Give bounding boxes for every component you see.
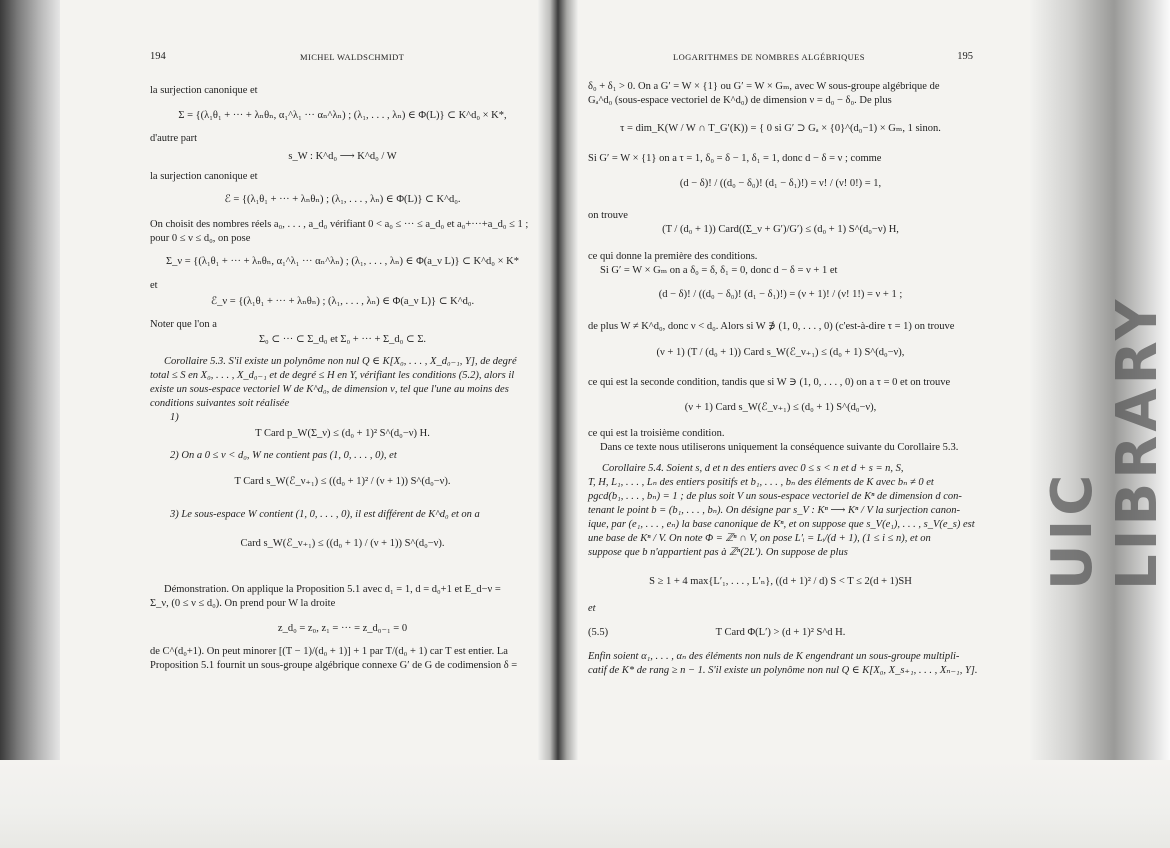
text-line: T, H, L₁, . . . , Lₙ des entiers positifs et b₁, . . . , bₙ des éléments de K avec bₙ ≠ 0 et: [588, 477, 934, 488]
condition-label: 1): [170, 412, 179, 423]
text-line: la surjection canonique et: [150, 171, 258, 182]
text-line: On choisit des nombres réels a₀, . . . , a_d₀ vérifiant 0 < a₀ ≤ ··· ≤ a_d₀ et a₀+···+a_d₀ ≤ 1 ;: [150, 219, 529, 230]
text-line: 2) On a 0 ≤ ν < d₀, W ne contient pas (1, 0, . . . , 0), et: [170, 450, 397, 461]
display-formula: S ≥ 1 + 4 max{L′₁, . . . , L′ₙ}, ((d + 1)² / d) S < T ≤ 2(d + 1)SH: [649, 576, 912, 587]
display-formula: (d − δ)! / ((d₀ − δ₀)! (d₁ − δ₁)!) = (ν + 1)! / (ν! 1!) = ν + 1 ;: [658, 289, 903, 300]
corollary-heading: Corollaire 5.3. S'il existe un polynôme non nul Q ∈ K[X₀, . . . , X_d₀₋₁, Y], de degré: [164, 356, 517, 367]
book-spine-gutter: [538, 0, 578, 848]
left-page-header: [150, 50, 535, 68]
bottom-page-shadow: [0, 760, 1170, 848]
text-line: Σ_ν, (0 ≤ ν ≤ d₀). On prend pour W la droite: [150, 598, 336, 609]
text-line: suppose que b n'appartient pas à ℤⁿ(2L′). On suppose de plus: [588, 547, 848, 558]
text-line: Noter que l'on a: [150, 319, 217, 330]
text-line: ce qui donne la première des conditions.: [588, 251, 758, 262]
display-formula: Σ_ν = {(λ₁θ₁ + ··· + λₙθₙ, α₁^λ₁ ··· αₙ^λₙ) ; (λ₁, . . . , λₙ) ∈ Φ(a_ν L)} ⊂ K^d₀ × K*: [166, 256, 519, 267]
text-line: conditions suivantes soit réalisée: [150, 398, 290, 409]
display-formula: (ν + 1) (T / (d₀ + 1)) Card s_W(ℰ_ν₊₁) ≤ (d₀ + 1) S^(d₀−ν),: [656, 347, 905, 358]
display-formula: (d − δ)! / ((d₀ − δ₀)! (d₁ − δ₁)!) = ν! / (ν! 0!) = 1,: [679, 178, 882, 189]
text-line: Enfin soient α₁, . . . , αₙ des éléments non nuls de K engendrant un sous-groupe multipli-: [588, 651, 960, 662]
display-formula: ℰ = {(λ₁θ₁ + ··· + λₙθₙ) ; (λ₁, . . . , λₙ) ∈ Φ(L)} ⊂ K^d₀.: [224, 194, 461, 205]
text-line: ce qui est la troisième condition.: [588, 428, 725, 439]
text-line: une base de Kⁿ / V. On note Φ = ℤⁿ ∩ V, on pose L′ᵢ = Lᵢ/(d + 1), (1 ≤ i ≤ n), et on: [588, 533, 931, 544]
display-formula: T Card Φ(L′) > (d + 1)² S^d H.: [715, 627, 846, 638]
text-line: tenant le point b = (b₁, . . . , bₙ). On désigne par s_V : Kⁿ ⟶ Kⁿ / V la surjection canon-: [588, 505, 960, 516]
text-line: Proposition 5.1 fournit un sous-groupe algébrique connexe G′ de G de codimension δ =: [150, 660, 518, 671]
display-formula: τ = dim_K(W / W ∩ T_G′(K)) = { 0 si G′ ⊃ Gₐ × {0}^(d₀−1) × Gₘ, 1 sinon.: [620, 123, 941, 134]
right-page-header: [588, 50, 973, 68]
text-line: pour 0 ≤ ν ≤ d₀, on pose: [150, 233, 251, 244]
text-line: existe un sous-espace vectoriel W de K^d₀, de dimension ν, tel que l'une au moins des: [150, 384, 509, 395]
display-formula: (T / (d₀ + 1)) Card((Σ_ν + G′)/G′) ≤ (d₀ + 1) S^(d₀−ν) H,: [662, 224, 899, 235]
page-number: 194: [150, 51, 166, 62]
text-line: Si G′ = W × Gₘ on a δ₀ = δ, δ₁ = 0, donc d − δ = ν + 1 et: [600, 265, 838, 276]
text-line: pgcd(b₁, . . . , bₙ) = 1 ; de plus soit V un sous-espace vectoriel de Kⁿ de dimension d con-: [588, 491, 962, 502]
text-line: on trouve: [588, 210, 628, 221]
text-line: d'autre part: [150, 133, 198, 144]
running-head: MICHEL WALDSCHMIDT: [300, 52, 405, 62]
text-line: total ≤ S en X₀, . . . , X_d₀₋₁ et de degré ≤ H en Y, vérifiant les conditions (5.2), alors il: [150, 370, 515, 381]
text-line: et: [150, 280, 158, 291]
display-formula: T Card s_W(ℰ_ν₊₁) ≤ ((d₀ + 1)² / (ν + 1)) S^(d₀−ν).: [234, 476, 451, 487]
display-formula: Σ = {(λ₁θ₁ + ··· + λₙθₙ, α₁^λ₁ ··· αₙ^λₙ) ; (λ₁, . . . , λₙ) ∈ Φ(L)} ⊂ K^d₀ × K*,: [178, 110, 507, 121]
display-formula: z_d₀ = z₀, z₁ = ··· = z_d₀₋₁ = 0: [277, 623, 408, 634]
right-page: [588, 50, 978, 676]
page-number: 195: [957, 51, 973, 62]
display-formula: (ν + 1) Card s_W(ℰ_ν₊₁) ≤ (d₀ + 1) S^(d₀−ν),: [684, 402, 877, 413]
library-stamp: UIC LIBRARY: [1040, 295, 1170, 590]
text-line: la surjection canonique et: [150, 85, 258, 96]
text-line: de C^(d₀+1). On peut minorer [(T − 1)/(d₀ + 1)] + 1 par T/(d₀ + 1) car T est entier. La: [150, 646, 508, 657]
text-line: ce qui est la seconde condition, tandis que si W ∋ (1, 0, . . . , 0) on a τ = 0 et on trouve: [588, 377, 951, 388]
text-line: de plus W ≠ K^d₀, donc ν < d₀. Alors si W ∌ (1, 0, . . . , 0) (c'est-à-dire τ = 1) on trouve: [588, 321, 955, 332]
text-line: ique, par (e₁, . . . , eₙ) la base canonique de Kⁿ, et on suppose que s_V(e₁), . . . , s_V(e_s) est: [588, 519, 975, 530]
display-formula: Card s_W(ℰ_ν₊₁) ≤ ((d₀ + 1) / (ν + 1)) S^(d₀−ν).: [240, 538, 445, 549]
corollary-heading: Corollaire 5.4. Soient s, d et n des entiers avec 0 ≤ s < n et d + s = n, S,: [602, 463, 904, 474]
running-head: LOGARITHMES DE NOMBRES ALGÉBRIQUES: [673, 52, 865, 62]
text-line: δ₀ + δ₁ > 0. On a G′ = W × {1} ou G′ = W × Gₘ, avec W sous-groupe algébrique de: [588, 81, 940, 92]
proof-heading: Démonstration. On applique la Proposition 5.1 avec d₁ = 1, d = d₀+1 et E_d−ν =: [164, 584, 501, 595]
text-line: Gₐ^d₀ (sous-espace vectoriel de K^d₀) de dimension ν = d₀ − δ₀. De plus: [588, 95, 892, 106]
left-page: [150, 50, 535, 671]
text-line: 3) Le sous-espace W contient (1, 0, . . . , 0), il est différent de K^d₀ et on a: [170, 509, 480, 520]
text-line: Si G′ = W × {1} on a τ = 1, δ₀ = δ − 1, δ₁ = 1, donc d − δ = ν ; comme: [588, 153, 882, 164]
equation-number: (5.5): [588, 627, 609, 638]
display-formula: s_W : K^d₀ ⟶ K^d₀ / W: [288, 151, 397, 162]
display-formula: T Card p_W(Σ_ν) ≤ (d₀ + 1)² S^(d₀−ν) H.: [255, 428, 430, 439]
text-line: Dans ce texte nous utiliserons uniquement la conséquence suivante du Corollaire 5.3.: [600, 442, 959, 453]
text-line: et: [588, 603, 596, 614]
display-formula: ℰ_ν = {(λ₁θ₁ + ··· + λₙθₙ) ; (λ₁, . . . , λₙ) ∈ Φ(a_ν L)} ⊂ K^d₀.: [210, 296, 475, 307]
text-line: catif de K* de rang ≥ n − 1. S'il existe un polynôme non nul Q ∈ K[X₀, X_s₊₁, . . . , Xₙ₋₁, Y].: [588, 665, 978, 676]
left-page-edge-shadow: [0, 0, 60, 848]
display-formula: Σ₀ ⊂ ··· ⊂ Σ_d₀ et Σ₀ + ··· + Σ_d₀ ⊂ Σ.: [258, 334, 427, 345]
